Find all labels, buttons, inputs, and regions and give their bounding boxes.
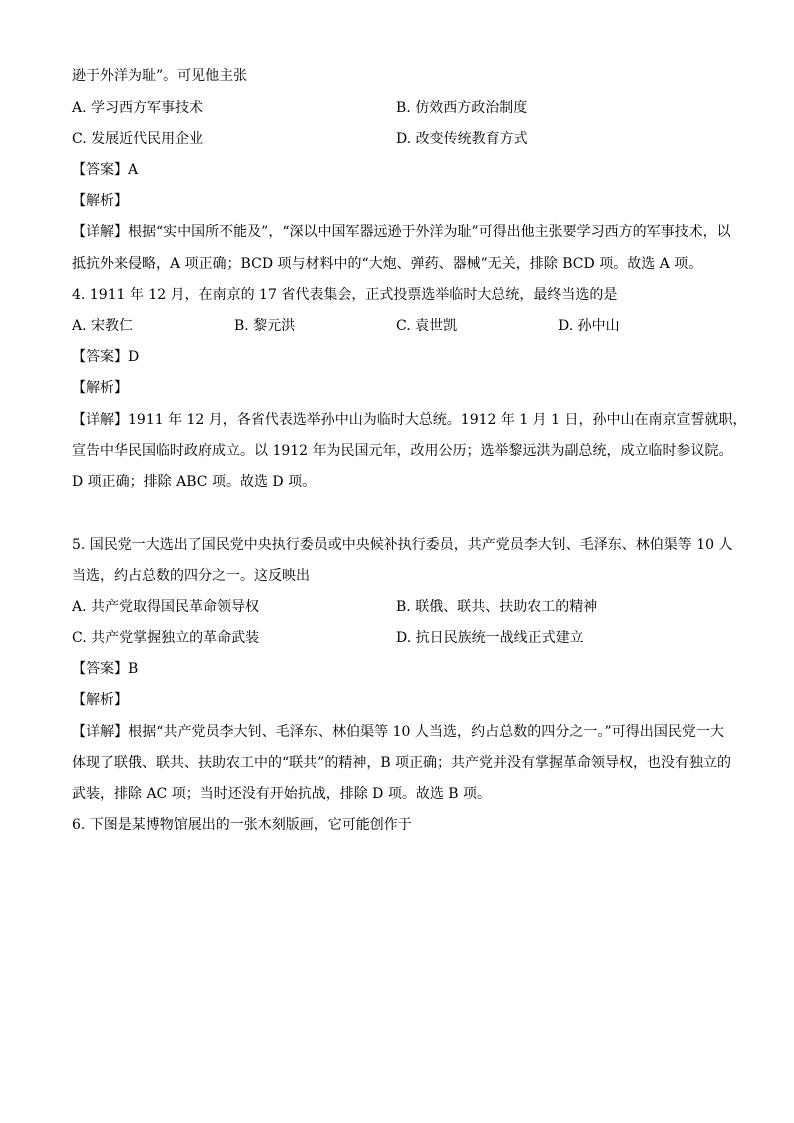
q3-answer: 【答案】A xyxy=(72,162,139,178)
q5-analysis-label: 【解析】 xyxy=(72,692,128,708)
q5-option-d: D. 抗日民族统一战线正式建立 xyxy=(396,630,584,646)
q4-detail-line-2: 宣告中华民国临时政府成立。以 1912 年为民国元年，改用公历；选举黎远洪为副总统，成立临时参议院。 xyxy=(72,443,733,459)
q4-stem: 4. 1911 年 12 月，在南京的 17 省代表集会，正式投票选举临时大总统，最终当选的是 xyxy=(72,287,618,303)
q6-stem: 6. 下图是某博物馆展出的一张木刻版画，它可能创作于 xyxy=(72,817,412,833)
q5-detail-line-2: 体现了联俄、联共、扶助农工中的“联共”的精神，B 项正确；共产党并没有掌握革命领导权，也没有独立的 xyxy=(72,755,732,771)
q5-option-c: C. 共产党掌握独立的革命武装 xyxy=(72,630,260,646)
q3-detail-line-2: 抵抗外来侵略，A 项正确；BCD 项与材料中的“大炮、弹药、器械”无关，排除 BCD 项。故选 A 项。 xyxy=(72,256,703,272)
q3-detail-line-1: 【详解】根据“实中国所不能及”，“深以中国军器远逊于外洋为耻”可得出他主张要学习西方的军事技术，以 xyxy=(72,224,731,240)
q4-option-c: C. 袁世凯 xyxy=(396,318,458,334)
q4-detail-line-3: D 项正确；排除 ABC 项。故选 D 项。 xyxy=(72,474,317,490)
q4-option-a: A. 宋教仁 xyxy=(72,318,134,334)
q3-analysis-label: 【解析】 xyxy=(72,193,128,209)
q5-stem-line-2: 当选，约占总数的四分之一。这反映出 xyxy=(72,568,310,584)
q4-answer: 【答案】D xyxy=(72,349,140,365)
q3-option-b: B. 仿效西方政治制度 xyxy=(396,100,528,116)
q4-option-b: B. 黎元洪 xyxy=(234,318,296,334)
q4-analysis-label: 【解析】 xyxy=(72,380,128,396)
q4-detail-line-1: 【详解】1911 年 12 月，各省代表选举孙中山为临时大总统。1912 年 1 月 1 日，孙中山在南京宣誓就职， xyxy=(72,412,747,428)
q3-option-c: C. 发展近代民用企业 xyxy=(72,131,204,147)
q3-stem-tail: 逊于外洋为耻”。可见他主张 xyxy=(72,68,248,84)
q5-answer: 【答案】B xyxy=(72,661,139,677)
q3-option-d: D. 改变传统教育方式 xyxy=(396,131,528,147)
q5-option-b: B. 联俄、联共、扶助农工的精神 xyxy=(396,599,598,615)
q5-stem-line-1: 5. 国民党一大选出了国民党中央执行委员或中央候补执行委员，共产党员李大钊、毛泽东、林伯渠等 10 人 xyxy=(72,537,733,553)
q5-detail-line-3: 武装，排除 AC 项；当时还没有开始抗战，排除 D 项。故选 B 项。 xyxy=(72,786,492,802)
q5-detail-line-1: 【详解】根据“共产党员李大钊、毛泽东、林伯渠等 10 人当选，约占总数的四分之一。”可得出国民党一大 xyxy=(72,724,724,740)
q3-option-a: A. 学习西方军事技术 xyxy=(72,100,204,116)
q4-option-d: D. 孙中山 xyxy=(558,318,620,334)
q5-option-a: A. 共产党取得国民革命领导权 xyxy=(72,599,260,615)
